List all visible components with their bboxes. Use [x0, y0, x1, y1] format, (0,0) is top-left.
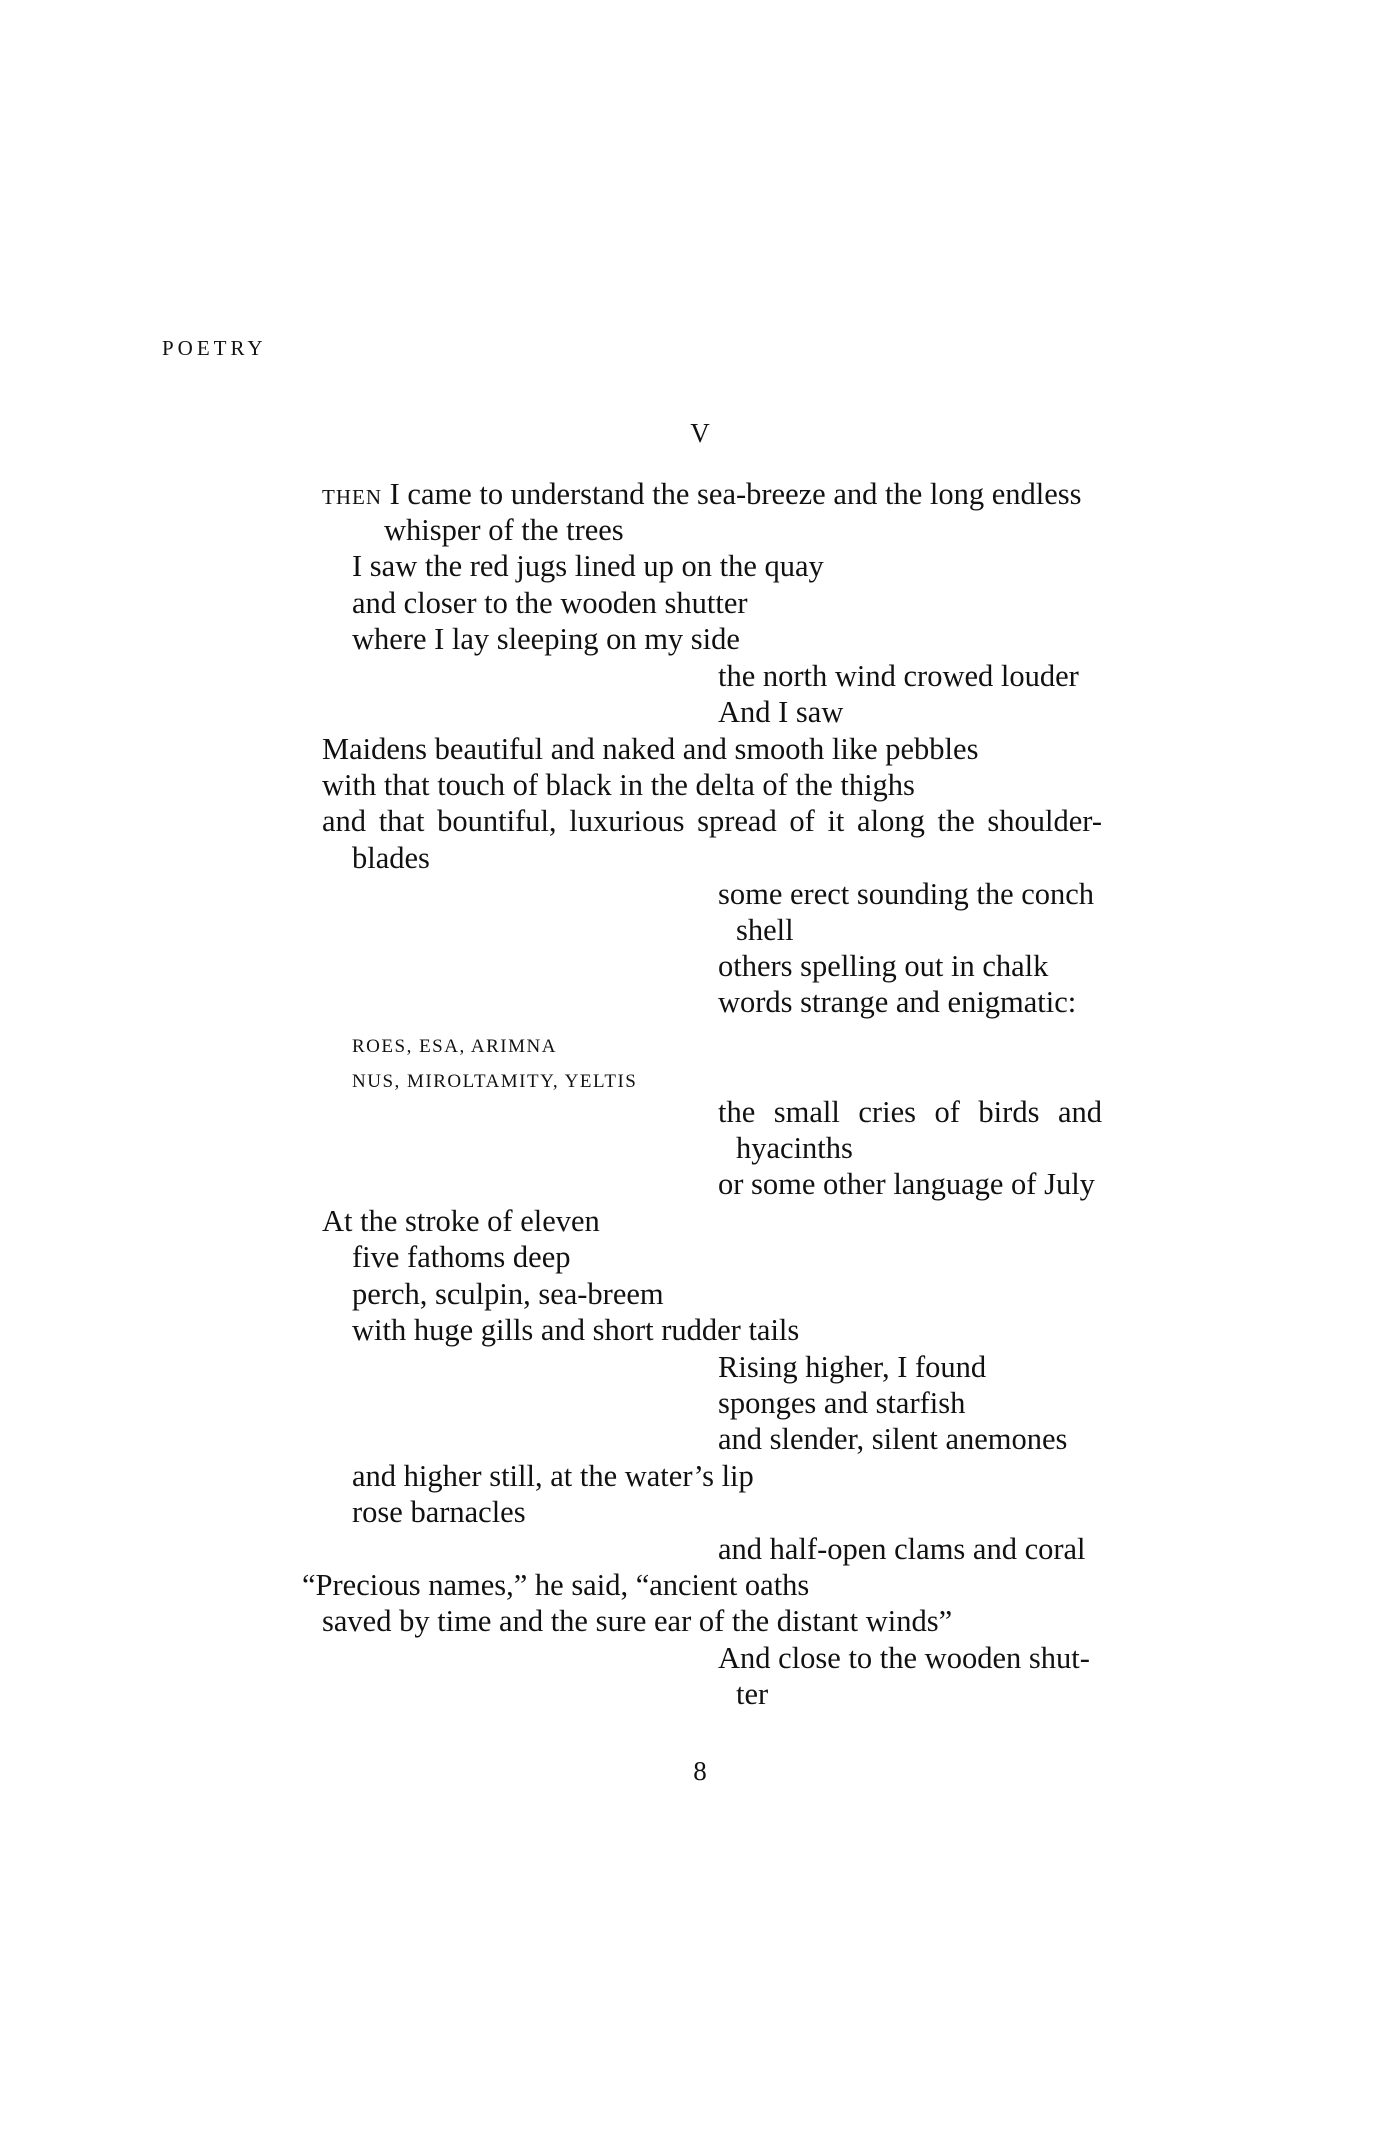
poem-line: perch, sculpin, sea-breem	[352, 1277, 664, 1311]
section-number: V	[690, 418, 710, 448]
poem-line: blades	[352, 841, 430, 875]
poem-line: some erect sounding the conch	[718, 877, 1095, 911]
chalk-words: NUS, MIROLTAMITY, YELTIS	[352, 1071, 638, 1092]
poem-line: ter	[736, 1677, 769, 1711]
poem-line: At the stroke of eleven	[322, 1204, 600, 1238]
page-number: 8	[693, 1756, 707, 1786]
poem-line: Rising higher, I found	[718, 1350, 987, 1384]
poem-line: and that bountiful, luxurious spread of it along the shoulder-	[322, 804, 1102, 838]
poem-line: hyacinths	[736, 1131, 853, 1165]
poem-line: and closer to the wooden shutter	[352, 586, 748, 620]
poem-line: words strange and enigmatic:	[718, 985, 1077, 1019]
poem-line: the north wind crowed louder	[718, 659, 1079, 693]
poem-line: And close to the wooden shut-	[718, 1641, 1090, 1675]
poem-line: with that touch of black in the delta of the thighs	[322, 768, 915, 802]
poem-line: and half-open clams and coral	[718, 1532, 1086, 1566]
poem-line	[322, 476, 1082, 512]
poem-line-text: I came to understand the sea-breeze and the long endless	[389, 477, 1082, 511]
poem-line: five fathoms deep	[352, 1240, 571, 1274]
poem-line: or some other language of July	[718, 1167, 1095, 1201]
poem-line: sponges and starfish	[718, 1386, 966, 1420]
running-head: POETRY	[162, 336, 267, 360]
poem-line: And I saw	[718, 695, 844, 729]
poem-line: the small cries of birds and	[718, 1095, 1102, 1129]
poem-line: shell	[736, 913, 794, 947]
poem-line: saved by time and the sure ear of the distant winds”	[322, 1604, 953, 1638]
chalk-words: ROES, ESA, ARIMNA	[352, 1036, 557, 1057]
opening-word: then	[322, 477, 382, 511]
poem-line: where I lay sleeping on my side	[352, 622, 740, 656]
poem-line: and slender, silent anemones	[718, 1422, 1068, 1456]
poem-line: rose barnacles	[352, 1495, 526, 1529]
poem-line: others spelling out in chalk	[718, 949, 1049, 983]
poem-line: Maidens beautiful and naked and smooth like pebbles	[322, 732, 979, 766]
poem-line: and higher still, at the water’s lip	[352, 1459, 754, 1493]
poem-line: I saw the red jugs lined up on the quay	[352, 549, 824, 583]
poem-line: “Precious names,” he said, “ancient oaths	[302, 1568, 810, 1602]
poem-line: whisper of the trees	[384, 513, 624, 547]
poem-line: with huge gills and short rudder tails	[352, 1313, 800, 1347]
